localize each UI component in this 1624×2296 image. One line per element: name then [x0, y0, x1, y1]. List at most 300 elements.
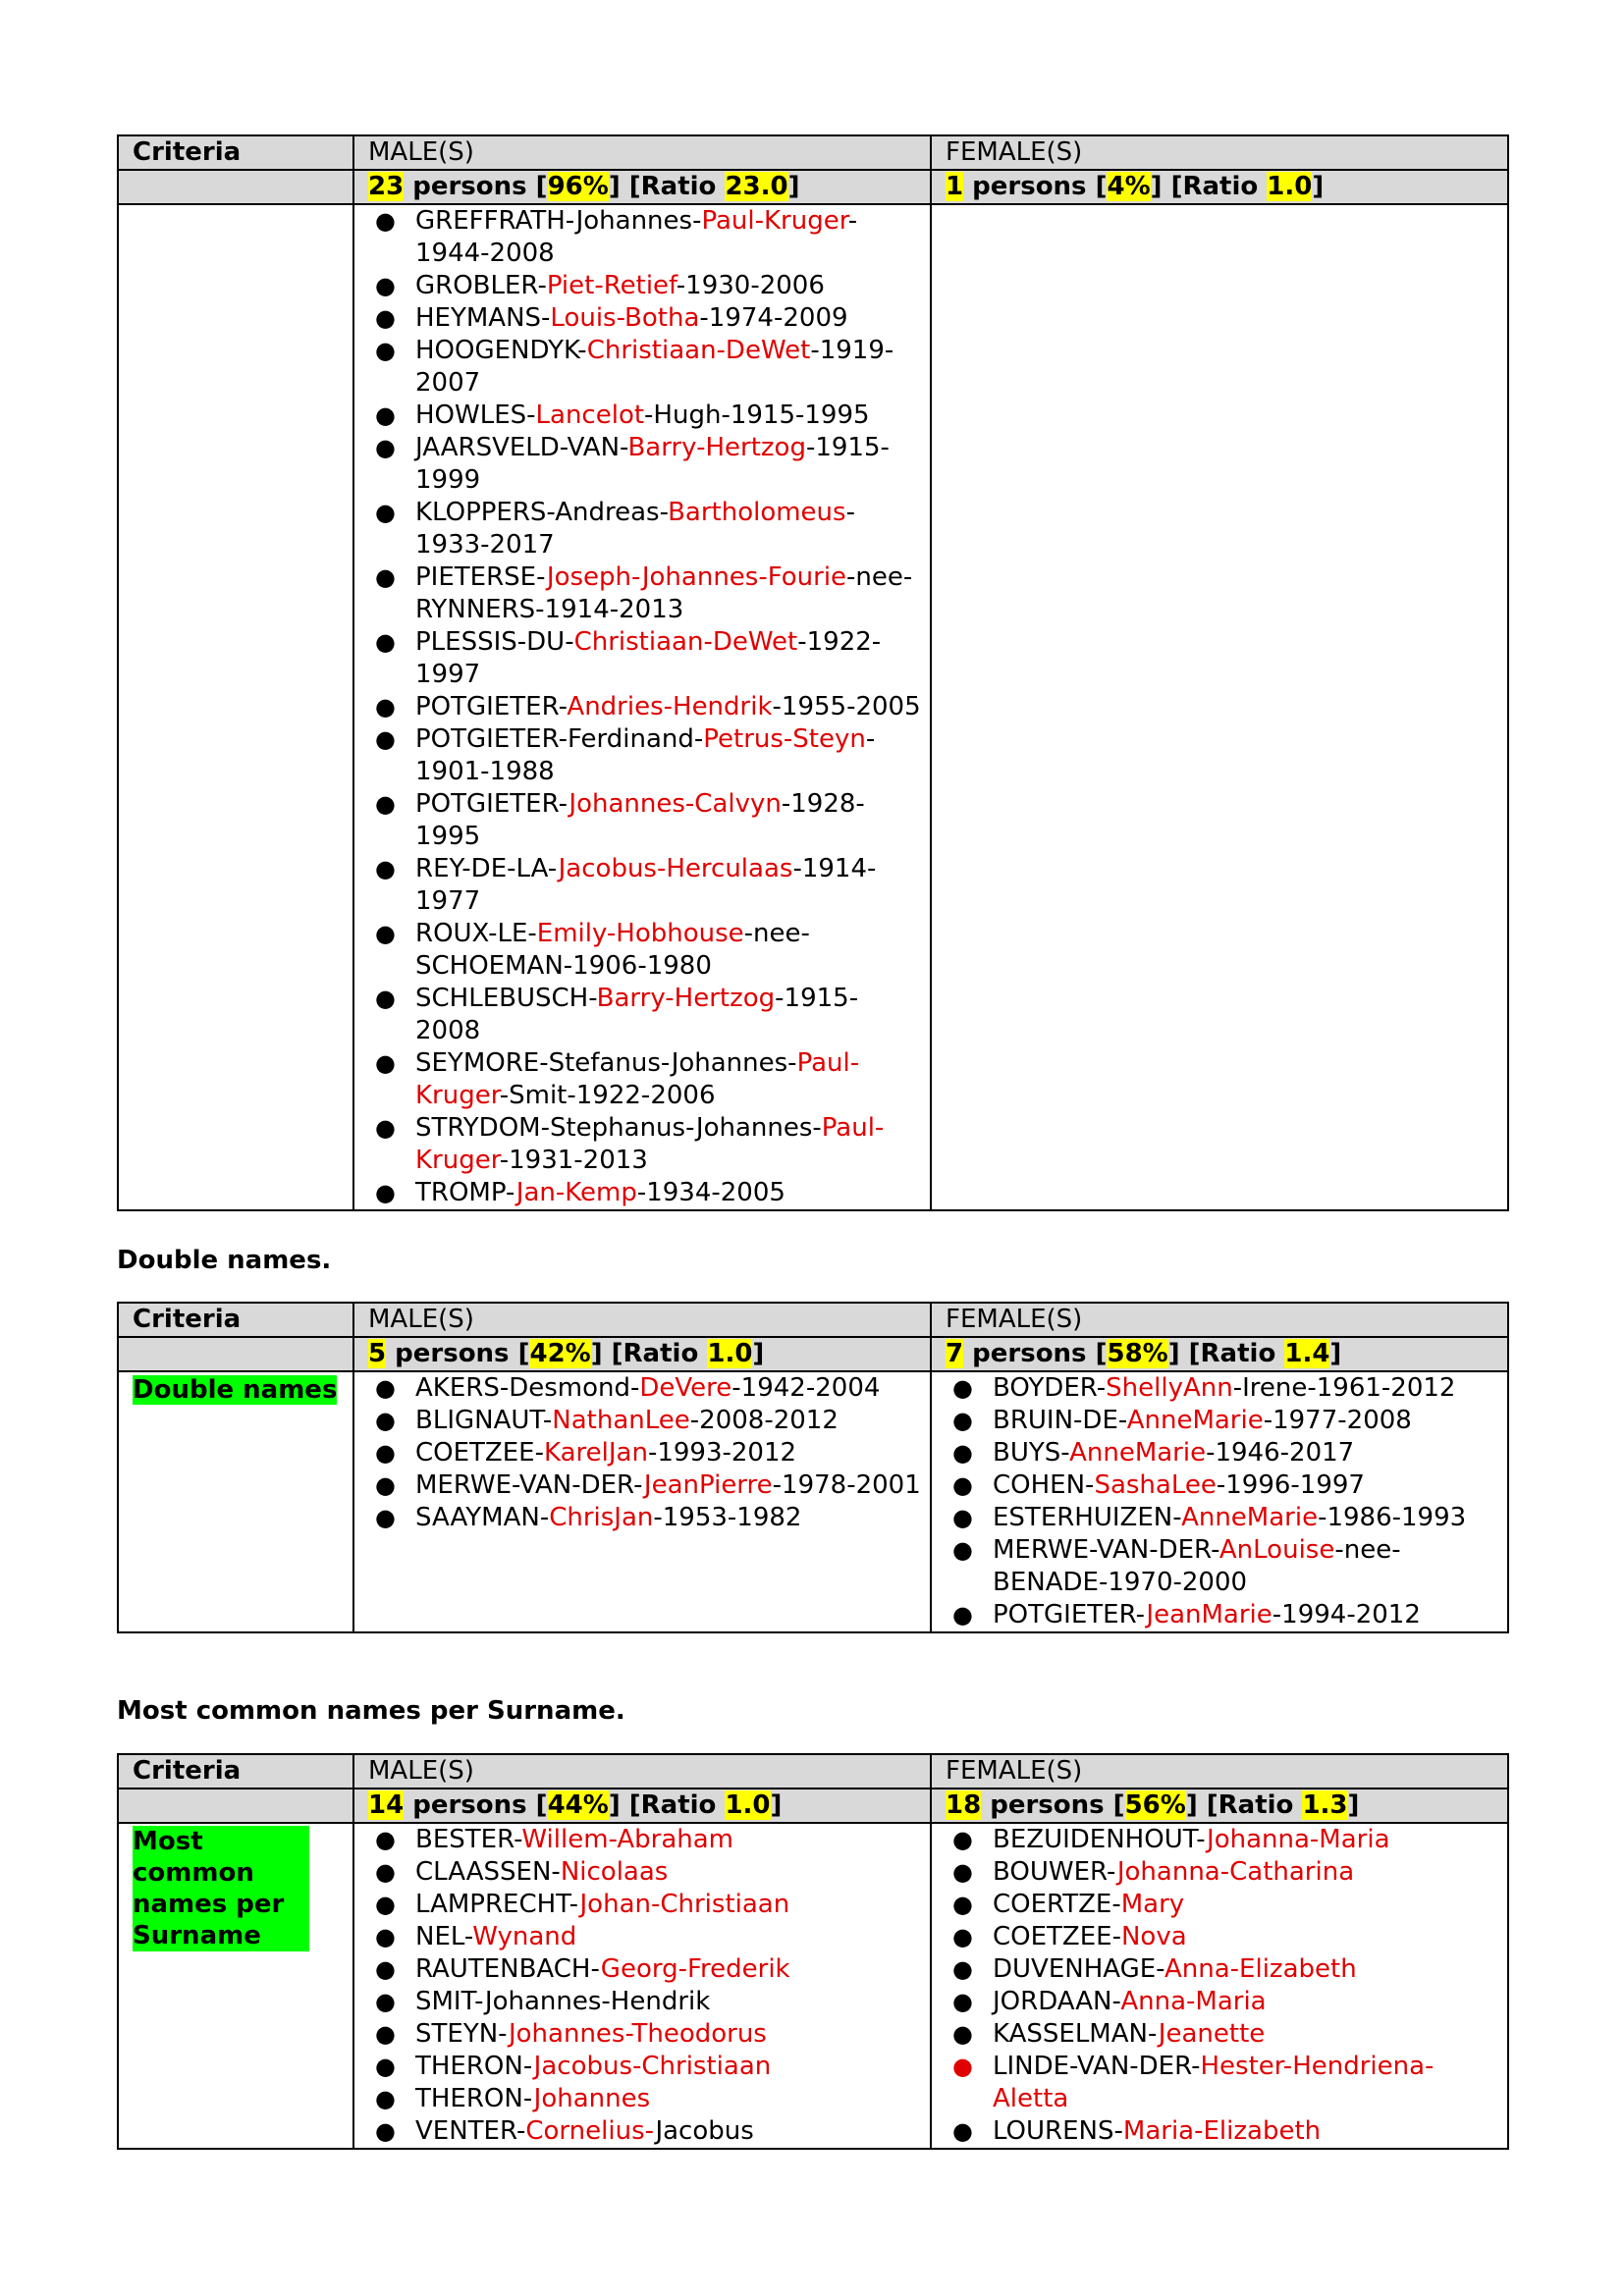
given-name: Jan-Kemp	[515, 1178, 637, 1207]
female-summary	[931, 1789, 1508, 1823]
criteria-blank	[118, 170, 353, 204]
criteria-header: Criteria	[118, 135, 353, 170]
name-text: GROBLER-	[415, 271, 547, 300]
male-names-list	[362, 205, 922, 1209]
name-text: MERWE-VAN-DER-	[993, 1535, 1219, 1565]
name-text: BOUWER-	[993, 1857, 1117, 1887]
summary-text: ]	[1329, 1339, 1342, 1368]
bullet-icon: ●	[375, 499, 396, 526]
summary-row	[118, 1789, 1508, 1823]
name-text: -1919-2007	[415, 336, 894, 398]
list-item	[362, 1824, 922, 1856]
name-text: ESTERHUIZEN-	[993, 1503, 1182, 1532]
criteria-cell	[118, 1371, 353, 1632]
list-item	[362, 400, 922, 432]
given-name: Jacobus-Christiaan	[533, 2052, 772, 2081]
list-item	[362, 626, 922, 691]
name-text: AKERS-Desmond-	[415, 1373, 640, 1403]
name-text: COETZEE-	[415, 1438, 544, 1468]
list-item	[362, 335, 922, 400]
summary-text: ] [Ratio	[1167, 1339, 1285, 1368]
bullet-icon: ●	[375, 1471, 396, 1499]
name-text: KLOPPERS-Andreas-	[415, 498, 669, 527]
given-name: ChrisJan	[549, 1503, 654, 1532]
criteria-header: Criteria	[118, 1303, 353, 1337]
given-name: Jeanette	[1158, 2019, 1266, 2049]
name-text: VENTER-	[415, 2116, 526, 2146]
male-names-cell	[353, 204, 931, 1210]
list-item	[940, 1372, 1499, 1405]
summary-text: ] [Ratio	[608, 1790, 726, 1820]
bullet-icon: ●	[952, 1826, 973, 1853]
summary-value: 42%	[529, 1339, 591, 1368]
criteria-blank	[118, 1337, 353, 1371]
given-name: Paul-Kruger	[415, 1048, 860, 1110]
summary-text: persons [	[963, 1339, 1108, 1368]
male-header: MALE(S)	[353, 135, 931, 170]
name-text: -1978-2001	[772, 1470, 921, 1500]
male-names-cell	[353, 1823, 931, 2149]
list-item	[940, 1986, 1499, 2018]
bullet-icon: ●	[375, 1374, 396, 1402]
table-continuation	[117, 134, 1509, 1211]
given-name: Maria-Elizabeth	[1122, 2116, 1322, 2146]
given-name: Johanna-Catharina	[1116, 1857, 1355, 1887]
given-name: Barry-Hertzog	[596, 984, 776, 1013]
summary-text: persons [	[386, 1339, 530, 1368]
bullet-icon: ●	[952, 1858, 973, 1886]
male-names-cell	[353, 1371, 931, 1632]
summary-value: 96%	[547, 172, 609, 201]
table-double-names	[117, 1302, 1509, 1633]
bullet-icon: ●	[952, 1374, 973, 1402]
given-name: Piet-Retief	[546, 271, 677, 300]
summary-value: 23	[368, 172, 405, 201]
given-name: Emily-Hobhouse	[536, 919, 744, 948]
bullet-icon: ●	[952, 1923, 973, 1950]
name-text: -1933-2017	[415, 498, 855, 560]
given-name: JeanMarie	[1146, 1600, 1272, 1629]
summary-value: 1.0	[1267, 172, 1313, 201]
name-text: BESTER-	[415, 1825, 522, 1854]
bullet-icon: ●	[375, 2053, 396, 2080]
summary-value: 1.3	[1302, 1790, 1348, 1820]
bullet-icon: ●	[375, 304, 396, 332]
list-item	[940, 2018, 1499, 2051]
given-name: NathanLee	[552, 1406, 690, 1435]
name-text: LINDE-VAN-DER-	[993, 2052, 1201, 2081]
list-item	[940, 1953, 1499, 1986]
bullet-icon: ●	[952, 2020, 973, 2048]
list-item	[362, 561, 922, 626]
given-name: Johannes	[533, 2084, 651, 2113]
name-text: SAAYMAN-	[415, 1503, 550, 1532]
bullet-icon: ●	[375, 1179, 396, 1206]
name-text: JAARSVELD-VAN-	[415, 433, 628, 462]
bullet-icon: ●	[375, 725, 396, 753]
name-text: -1942-2004	[731, 1373, 881, 1403]
criteria-cell	[118, 1823, 353, 2149]
criteria-label: Most common names per Surname	[133, 1826, 309, 1951]
given-name: KarelJan	[543, 1438, 648, 1468]
list-item	[362, 497, 922, 561]
name-text: -1934-2005	[636, 1178, 785, 1207]
name-text: SCHLEBUSCH-	[415, 984, 597, 1013]
bullet-icon: ●	[375, 628, 396, 656]
given-name: Lancelot	[535, 400, 645, 430]
summary-value: 23.0	[725, 172, 788, 201]
list-item	[362, 1921, 922, 1953]
name-text: -1977-2008	[1263, 1406, 1412, 1435]
male-header: MALE(S)	[353, 1303, 931, 1337]
bullet-icon: ●	[375, 1923, 396, 1950]
female-names-list	[940, 1372, 1499, 1631]
bullet-icon: ●	[952, 2053, 973, 2080]
summary-text: persons [	[404, 172, 548, 201]
name-text: -1930-2006	[676, 271, 825, 300]
list-item	[362, 1953, 922, 1986]
bullet-icon: ●	[375, 1988, 396, 2015]
given-name: AnLouise	[1218, 1535, 1335, 1565]
name-text: KASSELMAN-	[993, 2019, 1159, 2049]
given-name: Barry-Hertzog	[627, 433, 806, 462]
male-header: MALE(S)	[353, 1754, 931, 1789]
given-name: Christiaan-DeWet	[573, 627, 798, 657]
female-names-cell	[931, 1371, 1508, 1632]
name-text: -Hugh-1915-1995	[644, 400, 870, 430]
given-name: Hester-Hendriena-Aletta	[993, 2052, 1435, 2113]
list-item	[940, 2115, 1499, 2148]
name-text: THERON-	[415, 2052, 534, 2081]
given-name: Johannes-Theodorus	[508, 2019, 767, 2049]
bullet-icon: ●	[952, 1988, 973, 2015]
given-name: Jacobus-Herculaas	[558, 854, 793, 883]
given-name: AnneMarie	[1126, 1406, 1264, 1435]
name-text: -nee-RYNNERS-1914-2013	[415, 562, 913, 624]
bullet-icon: ●	[952, 1891, 973, 1918]
name-text: -1922-1997	[415, 627, 882, 689]
male-summary	[353, 1337, 931, 1371]
name-text: -1901-1988	[415, 724, 876, 786]
list-item	[940, 1599, 1499, 1631]
name-text: -1996-1997	[1216, 1470, 1365, 1500]
bullet-icon: ●	[375, 1439, 396, 1467]
given-name: Wynand	[472, 1922, 577, 1951]
list-item	[362, 1112, 922, 1177]
name-text: -1914-1977	[415, 854, 877, 916]
given-name: Christiaan-DeWet	[586, 336, 811, 365]
name-text: -1986-1993	[1318, 1503, 1467, 1532]
bullet-icon: ●	[375, 2020, 396, 2048]
list-item	[362, 1469, 922, 1502]
bullet-icon: ●	[952, 1536, 973, 1564]
name-text: POTGIETER-	[415, 789, 569, 819]
table-header-row	[118, 1303, 1508, 1337]
bullet-icon: ●	[375, 985, 396, 1012]
table-header-row	[118, 1754, 1508, 1789]
bullet-icon: ●	[375, 563, 396, 591]
list-item	[362, 691, 922, 723]
name-text: COERTZE-	[993, 1890, 1121, 1919]
given-name: Johanna-Maria	[1207, 1825, 1390, 1854]
name-text: SEYMORE-Stefanus-Johannes-	[415, 1048, 797, 1078]
given-name: Nova	[1120, 1922, 1187, 1951]
list-item	[940, 1824, 1499, 1856]
bullet-icon: ●	[375, 693, 396, 721]
summary-text: ] [Ratio	[1150, 172, 1268, 201]
bullet-icon: ●	[952, 2117, 973, 2145]
summary-value: 1.4	[1284, 1339, 1330, 1368]
list-item	[362, 918, 922, 983]
list-item	[940, 1889, 1499, 1921]
summary-text: ] [Ratio	[1185, 1790, 1303, 1820]
criteria-label: Double names	[133, 1375, 338, 1405]
name-text: -1915-1999	[415, 433, 890, 495]
bullet-icon: ●	[375, 434, 396, 461]
name-text: -1928-1995	[415, 789, 865, 851]
bullet-icon: ●	[375, 1858, 396, 1886]
given-name: Joseph-Johannes-Fourie	[546, 562, 847, 592]
female-summary	[931, 1337, 1508, 1371]
name-text: Jacobus	[655, 2116, 754, 2146]
name-text: SMIT-Johannes-Hendrik	[415, 1987, 711, 2016]
list-item	[362, 2018, 922, 2051]
list-item	[362, 2051, 922, 2083]
bullet-icon: ●	[375, 207, 396, 235]
bullet-icon: ●	[375, 855, 396, 882]
list-item	[362, 2115, 922, 2148]
name-text: ROUX-LE-	[415, 919, 537, 948]
summary-value: 18	[946, 1790, 982, 1820]
bullet-icon: ●	[375, 1114, 396, 1142]
bullet-icon: ●	[952, 1471, 973, 1499]
bullet-icon: ●	[375, 2117, 396, 2145]
summary-value: 56%	[1124, 1790, 1186, 1820]
list-item	[362, 1437, 922, 1469]
female-summary	[931, 170, 1508, 204]
summary-text: persons [	[963, 172, 1108, 201]
name-text: STRYDOM-Stephanus-Johannes-	[415, 1113, 822, 1143]
summary-value: 4%	[1107, 172, 1151, 201]
list-item	[362, 1405, 922, 1437]
list-item	[362, 1177, 922, 1209]
list-item	[362, 302, 922, 335]
summary-row	[118, 170, 1508, 204]
summary-value: 14	[368, 1790, 405, 1820]
given-name: Georg-Frederik	[600, 1954, 790, 1984]
list-item	[362, 2083, 922, 2115]
list-item	[362, 723, 922, 788]
name-text: CLAASSEN-	[415, 1857, 561, 1887]
name-text: MERWE-VAN-DER-	[415, 1470, 644, 1500]
given-name: Anna-Maria	[1120, 1987, 1267, 2016]
name-text: -1953-1982	[653, 1503, 802, 1532]
list-item	[362, 1856, 922, 1889]
name-text: -nee-SCHOEMAN-1906-1980	[415, 919, 810, 981]
bullet-icon: ●	[952, 1601, 973, 1629]
name-text: BUYS-	[993, 1438, 1070, 1468]
list-item	[362, 788, 922, 853]
name-text: HOWLES-	[415, 400, 536, 430]
male-summary	[353, 170, 931, 204]
name-text: -1994-2012	[1272, 1600, 1421, 1629]
given-name: Petrus-Steyn	[703, 724, 866, 754]
given-name: Johannes-Calvyn	[568, 789, 782, 819]
name-text: COHEN-	[993, 1470, 1095, 1500]
female-header: FEMALE(S)	[931, 135, 1508, 170]
summary-text: persons [	[404, 1790, 548, 1820]
name-text: -1974-2009	[699, 303, 848, 333]
list-item	[362, 983, 922, 1047]
list-item	[362, 432, 922, 497]
summary-text: ]	[1312, 172, 1325, 201]
list-item	[940, 1534, 1499, 1599]
bullet-icon: ●	[375, 1504, 396, 1531]
name-text: LOURENS-	[993, 2116, 1123, 2146]
name-text: PIETERSE-	[415, 562, 547, 592]
male-names-list	[362, 1824, 922, 2148]
criteria-blank	[118, 1789, 353, 1823]
criteria-header: Criteria	[118, 1754, 353, 1789]
male-names-list	[362, 1372, 922, 1534]
bullet-icon: ●	[375, 401, 396, 429]
list-item	[940, 1469, 1499, 1502]
given-name: Anna-Elizabeth	[1164, 1954, 1357, 1984]
name-text: POTGIETER-Ferdinand-	[415, 724, 704, 754]
bullet-icon: ●	[375, 790, 396, 818]
name-text: JORDAAN-	[993, 1987, 1121, 2016]
summary-text: persons [	[981, 1790, 1125, 1820]
name-text: REY-DE-LA-	[415, 854, 559, 883]
name-text: -1915-2008	[415, 984, 859, 1045]
given-name: Cornelius-	[525, 2116, 656, 2146]
list-item	[940, 1921, 1499, 1953]
given-name: Paul-Kruger	[701, 206, 848, 236]
name-text: THERON-	[415, 2084, 534, 2113]
section-title-most-common: Most common names per Surname.	[117, 1696, 625, 1726]
name-text: BEZUIDENHOUT-	[993, 1825, 1208, 1854]
name-text: BRUIN-DE-	[993, 1406, 1127, 1435]
name-text: DUVENHAGE-	[993, 1954, 1164, 1984]
name-text: POTGIETER-	[993, 1600, 1147, 1629]
bullet-icon: ●	[375, 2085, 396, 2112]
section-title-double-names: Double names.	[117, 1246, 332, 1275]
given-name: Louis-Botha	[550, 303, 700, 333]
list-item	[362, 1889, 922, 1921]
bullet-icon: ●	[375, 1049, 396, 1077]
male-summary	[353, 1789, 931, 1823]
given-name: Mary	[1120, 1890, 1185, 1919]
name-text: TROMP-	[415, 1178, 516, 1207]
bullet-icon: ●	[375, 272, 396, 299]
table-header-row	[118, 135, 1508, 170]
name-text: COETZEE-	[993, 1922, 1121, 1951]
list-item	[940, 2051, 1499, 2115]
summary-value: 7	[946, 1339, 964, 1368]
female-names-cell	[931, 1823, 1508, 2149]
name-text: -nee-BENADE-1970-2000	[993, 1535, 1401, 1597]
bullet-icon: ●	[952, 1439, 973, 1467]
name-text: -1944-2008	[415, 206, 858, 268]
names-row	[118, 1371, 1508, 1632]
summary-value: 1.0	[725, 1790, 771, 1820]
list-item	[362, 1986, 922, 2018]
female-header: FEMALE(S)	[931, 1754, 1508, 1789]
given-name: JeanPierre	[643, 1470, 773, 1500]
bullet-icon: ●	[375, 1955, 396, 1983]
bullet-icon: ●	[375, 1826, 396, 1853]
names-row	[118, 1823, 1508, 2149]
given-name: DeVere	[639, 1373, 732, 1403]
summary-text: ]	[787, 172, 800, 201]
name-text: -Smit-1922-2006	[499, 1081, 716, 1110]
female-names-list	[940, 1824, 1499, 2148]
summary-text: ] [Ratio	[590, 1339, 708, 1368]
given-name: Andries-Hendrik	[567, 692, 773, 721]
given-name: AnneMarie	[1181, 1503, 1319, 1532]
name-text: -2008-2012	[689, 1406, 839, 1435]
list-item	[940, 1502, 1499, 1534]
given-name: Nicolaas	[560, 1857, 669, 1887]
list-item	[362, 1047, 922, 1112]
given-name: Johan-Christiaan	[579, 1890, 790, 1919]
list-item	[362, 1372, 922, 1405]
bullet-icon: ●	[375, 1407, 396, 1434]
name-text: BLIGNAUT-	[415, 1406, 553, 1435]
bullet-icon: ●	[375, 920, 396, 947]
summary-text: ]	[752, 1339, 765, 1368]
summary-row	[118, 1337, 1508, 1371]
name-text: -1993-2012	[647, 1438, 797, 1468]
table-most-common-names	[117, 1753, 1509, 2150]
name-text: NEL-	[415, 1922, 473, 1951]
list-item	[362, 270, 922, 302]
name-text: LAMPRECHT-	[415, 1890, 580, 1919]
summary-value: 58%	[1107, 1339, 1168, 1368]
name-text: HOOGENDYK-	[415, 336, 587, 365]
list-item	[362, 205, 922, 270]
names-row	[118, 204, 1508, 1210]
name-text: -Irene-1961-2012	[1232, 1373, 1456, 1403]
given-name: SashaLee	[1094, 1470, 1217, 1500]
name-text: -1946-2017	[1206, 1438, 1355, 1468]
list-item	[940, 1405, 1499, 1437]
name-text: STEYN-	[415, 2019, 509, 2049]
female-names-cell	[931, 204, 1508, 1210]
summary-value: 1	[946, 172, 964, 201]
list-item	[362, 1502, 922, 1534]
female-header: FEMALE(S)	[931, 1303, 1508, 1337]
summary-value: 5	[368, 1339, 387, 1368]
given-name: ShellyAnn	[1106, 1373, 1233, 1403]
summary-text: ] [Ratio	[608, 172, 726, 201]
bullet-icon: ●	[375, 1891, 396, 1918]
given-name: Willem-Abraham	[521, 1825, 734, 1854]
name-text: GREFFRATH-Johannes-	[415, 206, 702, 236]
given-name: Bartholomeus	[668, 498, 846, 527]
bullet-icon: ●	[952, 1504, 973, 1531]
bullet-icon: ●	[952, 1407, 973, 1434]
list-item	[940, 1856, 1499, 1889]
summary-text: ]	[770, 1790, 783, 1820]
name-text: HEYMANS-	[415, 303, 551, 333]
name-text: -1955-2005	[772, 692, 921, 721]
list-item	[362, 853, 922, 918]
given-name: Paul-Kruger	[415, 1113, 885, 1175]
bullet-icon: ●	[952, 1955, 973, 1983]
name-text: -1931-2013	[499, 1146, 648, 1175]
name-text: PLESSIS-DU-	[415, 627, 574, 657]
